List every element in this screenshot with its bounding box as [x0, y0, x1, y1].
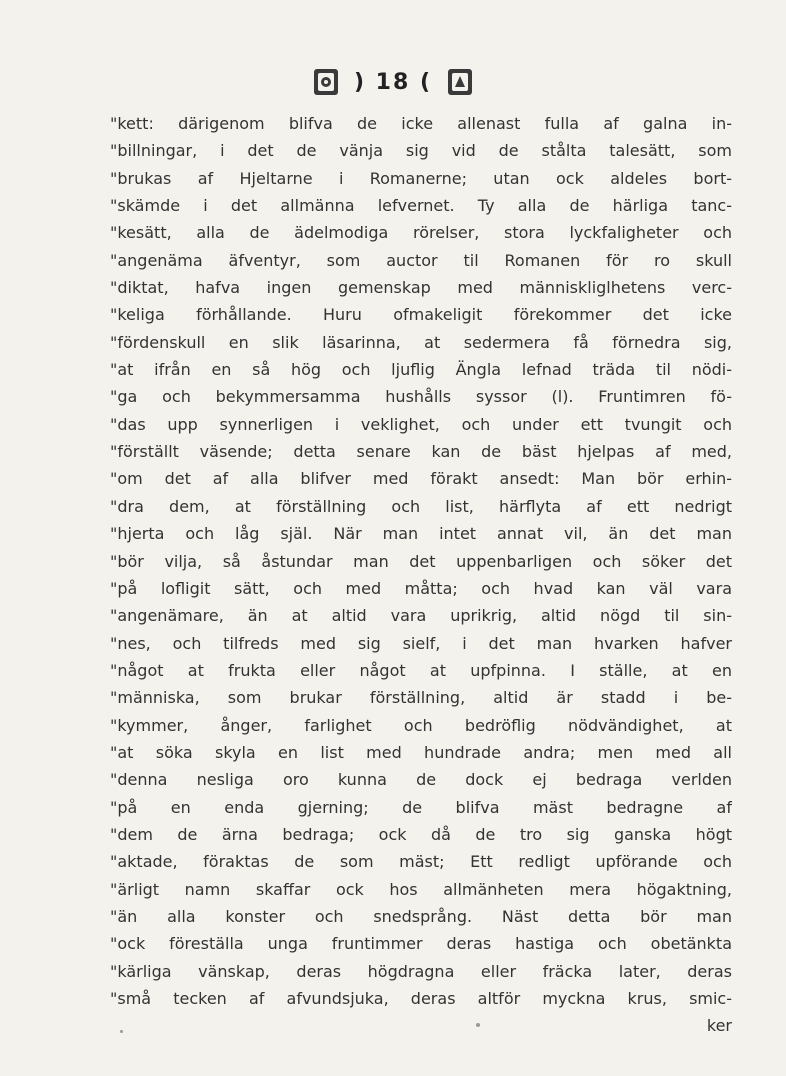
text-line: "diktat, hafva ingen gemenskap med människliglhetens verc- [110, 278, 732, 298]
text-line: "små tecken af afvundsjuka, deras altför myckna krus, smic- [110, 989, 732, 1008]
text-line: "kymmer, ånger, farlighet och bedröflig nödvändighet, at [110, 715, 732, 735]
text-line: "aktade, föraktas de som mäst; Ett redligt upförande och [110, 852, 732, 872]
text-line: "än alla konster och snedsprång. Näst detta bör man [110, 906, 732, 926]
text-line: "dem de ärna bedraga; ock då de tro sig ganska högt [110, 824, 732, 844]
text-line: "at ifrån en så hög och ljuflig Ängla lefnad träda til nödi- [110, 360, 732, 380]
text-line: "något at frukta eller något at upfpinna. I ställe, at en [110, 660, 732, 680]
text-line: "hjerta och låg själ. När man intet annat vil, än det man [110, 524, 732, 544]
text-line: "bör vilja, så åstundar man det uppenbarligen och söker det [110, 551, 732, 571]
text-line: "människa, som brukar förställning, altid är stadd i be- [110, 688, 732, 708]
text-line-catchword: ker [706, 1016, 732, 1036]
body-text [110, 110, 732, 1040]
text-line: "kärliga vänskap, deras högdragna eller fräcka later, deras [110, 961, 732, 981]
text-line: "kesätt, alla de ädelmodiga rörelser, stora lyckfaligheter och [110, 223, 732, 243]
text-line: "das upp synnerligen i veklighet, och under ett tvungit och [110, 414, 732, 434]
text-line: "dra dem, at förställning och list, härflyta af ett nedrigt [110, 496, 732, 516]
text-line: "brukas af Hjeltarne i Romanerne; utan ock aldeles bort- [110, 168, 732, 188]
text-line: "fördenskull en slik läsarinna, at sedermera få förnedra sig, [110, 332, 732, 352]
text-line: "skämde i det allmänna lefvernet. Ty alla de härliga tanc- [110, 196, 732, 216]
printer-ornament-right-icon [446, 67, 474, 97]
text-line: "angenäma äfventyr, som auctor til Romanen för ro skull [110, 250, 732, 270]
text-line: "på en enda gjerning; de blifva mäst bedragne af [110, 797, 732, 817]
text-line: "nes, och tilfreds med sig sielf, i det man hvarken hafver [110, 633, 732, 653]
text-line: "förställt väsende; detta senare kan de bäst hjelpas af med, [110, 442, 732, 462]
paper-speck [120, 1030, 123, 1033]
text-line: "keliga förhållande. Huru ofmakeligit förekommer det icke [110, 305, 732, 325]
text-line: "på lofligit sätt, och med måtta; och hvad kan väl vara [110, 578, 732, 598]
text-line: "angenämare, än at altid vara uprikrig, altid nögd til sin- [110, 606, 732, 626]
page-header [0, 62, 786, 102]
page-number: ) 18 ( [353, 69, 433, 95]
text-line: "kett: därigenom blifva de icke allenast fulla af galna in- [110, 114, 732, 133]
printer-ornament-left-icon [312, 67, 340, 97]
text-line: "denna nesliga oro kunna de dock ej bedraga verlden [110, 770, 732, 790]
text-line: "ock föreställa unga fruntimmer deras hastiga och obetänkta [110, 934, 732, 954]
text-line: "om det af alla blifver med förakt ansedt: Man bör erhin- [110, 469, 732, 489]
text-line: "ärligt namn skaffar ock hos allmänheten mera högaktning, [110, 879, 732, 899]
text-line: "billningar, i det de vänja sig vid de stålta talesätt, som [110, 141, 732, 161]
text-line: "at söka skyla en list med hundrade andra; men med all [110, 742, 732, 762]
paper-speck [476, 1023, 480, 1027]
text-line: "ga och bekymmersamma hushålls syssor (l). Fruntimren fö- [110, 387, 732, 407]
